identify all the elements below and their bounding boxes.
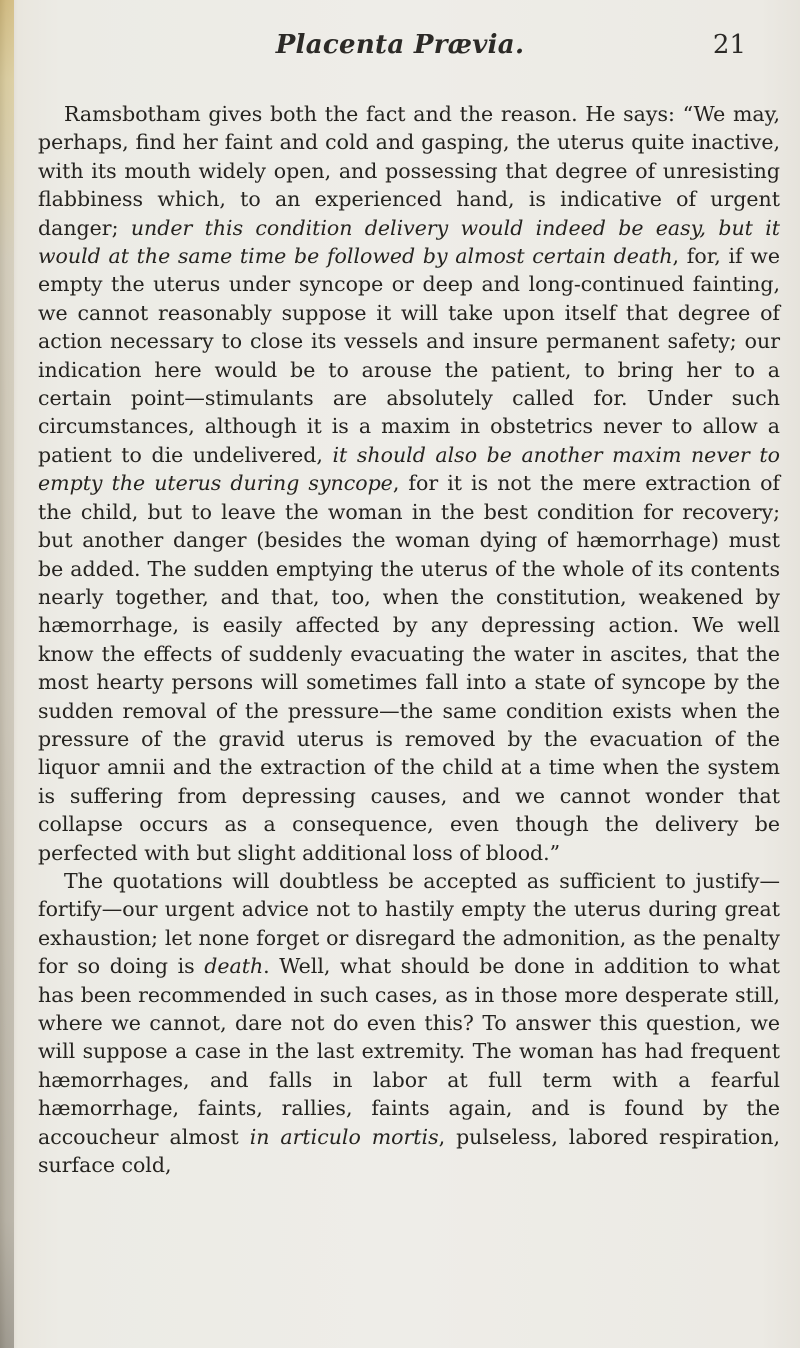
- paragraph-2: [38, 867, 780, 1179]
- italic-segment: in articulo mortis: [249, 1124, 439, 1149]
- paragraph-1: [38, 100, 780, 867]
- body-text: [38, 100, 780, 1179]
- italic-segment: death: [204, 954, 264, 979]
- text-segment: Ramsbotham gives both the fact and the reason. He says: “We may, perhaps, find her faint and cold and gasping, the uterus quite inactive, with its mouth widely open, and possessing that degree of unresisting flabbiness which, to an experienced hand, is indicative of urgent danger;: [38, 102, 780, 240]
- page-number: 21: [712, 30, 746, 60]
- text-segment: The quotations will doubtless be accepted as sufficient to justify—fortify—our urgent advice not to hastily empty the uterus during great exhaustion; let none forget or disregard the admonition, as the penalty for so doing is: [38, 868, 780, 979]
- text-segment: , pulseless, labored respiration, surface cold,: [38, 1124, 780, 1178]
- running-title: Placenta Prævia.: [275, 30, 525, 60]
- page-gutter-shadow: [0, 0, 14, 1348]
- text-segment: . Well, what should be done in addition to what has been recommended in such cases, as in those more desperate still, where we cannot, dare not do even this? To answer this question, we will suppose a case in the last extremity. The woman has had frequent hæmorrhages, and falls in labor at full term with a fearful hæmorrhage, faints, rallies, faints again, and is found by the accoucheur almost: [38, 954, 780, 1149]
- page-header: [40, 30, 760, 70]
- italic-segment: under this condition delivery would indeed be easy, but it would at the same time be followed by almost certain death: [38, 215, 780, 269]
- text-segment: , for, if we empty the uterus under syncope or deep and long-continued fainting, we cannot reasonably suppose it will take upon itself that degree of action necessary to close its vessels and insure permanent safety; our indication here would be to arouse the patient, to bring her to a certain point—stimulants are absolutely called for. Under such circumstances, although it is a maxim in obstetrics never to allow a patient to die undelivered,: [38, 244, 780, 467]
- text-segment: , for it is not the mere extraction of the child, but to leave the woman in the best condition for recovery; but another danger (besides the woman dying of hæmorrhage) must be added. The sudden emptying the uterus of the whole of its contents nearly together, and that, too, when the constitution, weakened by hæmorrhage, is easily affected by any depressing action. We well know the effects of suddenly evacuating the water in ascites, that the most hearty persons will sometimes fall into a state of syncope by the sudden removal of the pressure—the same condition exists when the pressure of the gravid uterus is removed by the evacuation of the liquor amnii and the extraction of the child at a time when the system is suffering from depressing causes, and we cannot wonder that collapse occurs as a consequence, even though the delivery be perfected with but slight additional loss of blood.”: [38, 471, 781, 865]
- italic-segment: it should also be another maxim never to empty the uterus during syncope: [38, 442, 780, 496]
